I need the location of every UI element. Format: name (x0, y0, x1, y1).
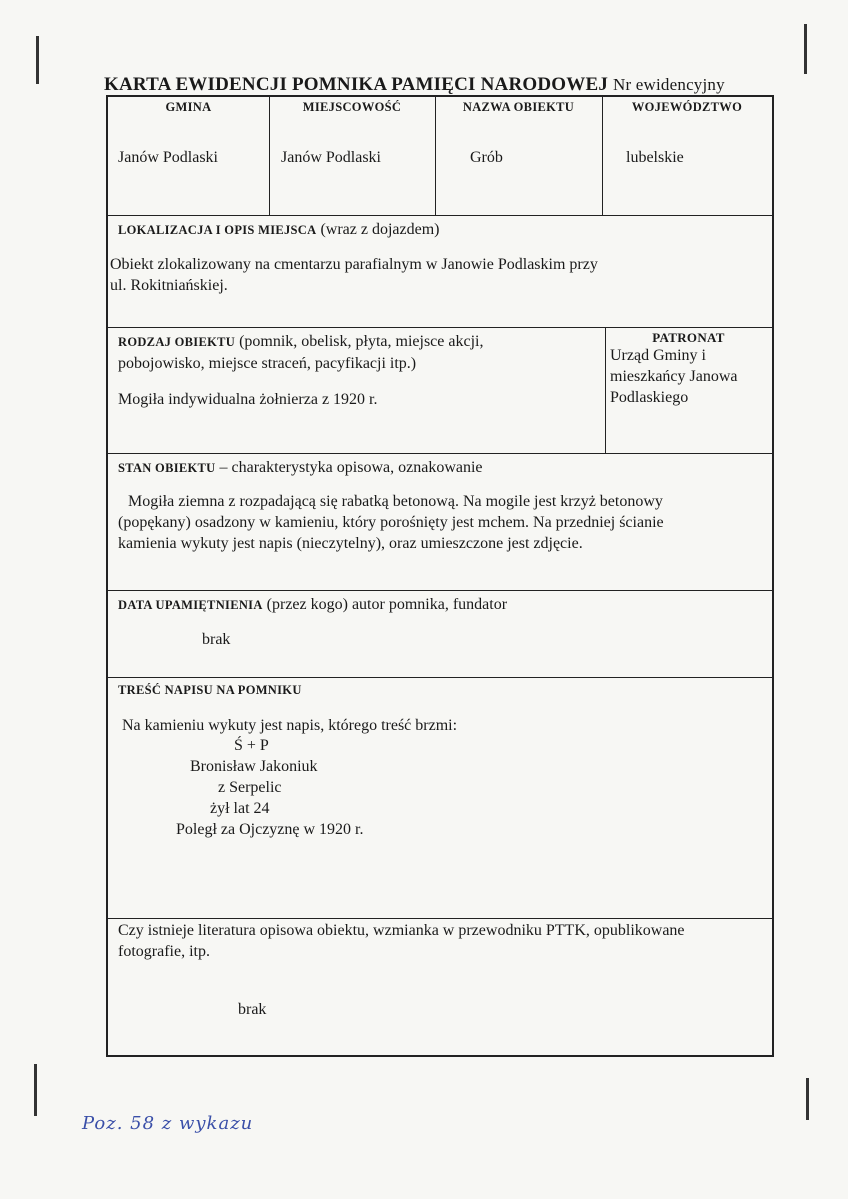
literatura-line: Czy istnieje literatura opisowa obiektu, wzmianka w przewodniku PTTK, opublikowane (118, 922, 685, 939)
literatura-value: brak (238, 1001, 267, 1018)
divider (108, 677, 772, 678)
divider (108, 327, 772, 328)
inscription-line: Poległ za Ojczyznę w 1920 r. (176, 821, 364, 838)
rodzaj-label-line2: pobojowisko, miejsce straceń, pacyfikacji itp.) (118, 355, 417, 372)
rodzaj-label-suffix: (pomnik, obelisk, płyta, miejsce akcji, (239, 333, 484, 350)
inscription-line: z Serpelic (218, 779, 282, 796)
form-title (104, 74, 764, 96)
margin-mark (34, 1064, 37, 1116)
margin-mark (36, 36, 39, 84)
miejscowosc-label: MIEJSCOWOŚĆ (302, 100, 402, 114)
record-form (106, 95, 774, 1057)
wojewodztwo-label: WOJEWÓDZTWO (631, 100, 743, 114)
lokalizacja-line: Obiekt zlokalizowany na cmentarzu parafialnym w Janowie Podlaskim przy (110, 256, 598, 273)
patronat-value (610, 345, 770, 408)
form-title-text: KARTA EWIDENCJI POMNIKA PAMIĘCI NARODOWEJ (104, 74, 609, 95)
inscription-line: Ś + P (234, 737, 269, 754)
lokalizacja-label-suffix: (wraz z dojazdem) (320, 221, 440, 238)
margin-mark (804, 24, 807, 74)
lokalizacja-line: ul. Rokitniańskiej. (110, 277, 228, 294)
stan-line: Mogiła ziemna z rozpadającą się rabatką betonową. Na mogile jest krzyż betonowy (128, 493, 663, 510)
gmina-value: Janów Podlaski (118, 149, 218, 166)
handwritten-note: Poz. 58 z wykazu (82, 1113, 254, 1134)
nazwa-obiektu-value: Grób (470, 149, 503, 166)
stan-line: (popękany) osadzony w kamieniu, który porośnięty jest mchem. Na przedniej ścianie (118, 514, 664, 531)
literatura-line: fotografie, itp. (118, 943, 210, 960)
stan-heading (118, 457, 483, 479)
record-number-label: Nr ewidencyjny (612, 75, 725, 94)
miejscowosc-value: Janów Podlaski (281, 149, 381, 166)
inscription-line: żył lat 24 (210, 800, 270, 817)
lokalizacja-description (110, 254, 770, 296)
inscription-line: Bronisław Jakoniuk (190, 758, 318, 775)
stan-description (118, 491, 768, 554)
gmina-label: GMINA (165, 100, 212, 114)
divider (108, 590, 772, 591)
rodzaj-value: Mogiła indywidualna żołnierza z 1920 r. (118, 391, 378, 408)
patronat-line: mieszkańcy Janowa (610, 368, 738, 385)
data-upamietnienia-label: DATA UPAMIĘTNIENIA (118, 598, 263, 612)
stan-line: kamienia wykuty jest napis (nieczytelny), oraz umieszczone jest zdjęcie. (118, 535, 583, 552)
inscription (108, 735, 408, 840)
tresc-napisu-label: TREŚĆ NAPISU NA POMNIKU (118, 683, 302, 697)
wojewodztwo-value: lubelskie (626, 149, 684, 166)
nazwa-obiektu-label: NAZWA OBIEKTU (462, 100, 575, 114)
patronat-line: Urząd Gminy i (610, 347, 706, 364)
tresc-intro: Na kamieniu wykuty jest napis, którego treść brzmi: (122, 717, 458, 734)
stan-label-suffix: – charakterystyka opisowa, oznakowanie (219, 459, 483, 476)
patronat-label: PATRONAT (652, 330, 725, 345)
lokalizacja-label: LOKALIZACJA I OPIS MIEJSCA (118, 223, 317, 237)
lokalizacja-heading (118, 219, 440, 240)
data-upamietnienia-label-suffix: (przez kogo) autor pomnika, fundator (266, 596, 508, 613)
stan-label: STAN OBIEKTU (118, 461, 216, 475)
divider (108, 918, 772, 919)
margin-mark (806, 1078, 809, 1120)
data-upamietnienia-value: brak (202, 631, 231, 648)
patronat-line: Podlaskiego (610, 389, 689, 406)
data-upamietnienia-heading (118, 594, 507, 616)
rodzaj-label: RODZAJ OBIEKTU (118, 335, 236, 349)
divider (108, 453, 772, 454)
divider (108, 215, 772, 216)
literatura-question (118, 920, 768, 962)
rodzaj-heading (118, 331, 598, 374)
